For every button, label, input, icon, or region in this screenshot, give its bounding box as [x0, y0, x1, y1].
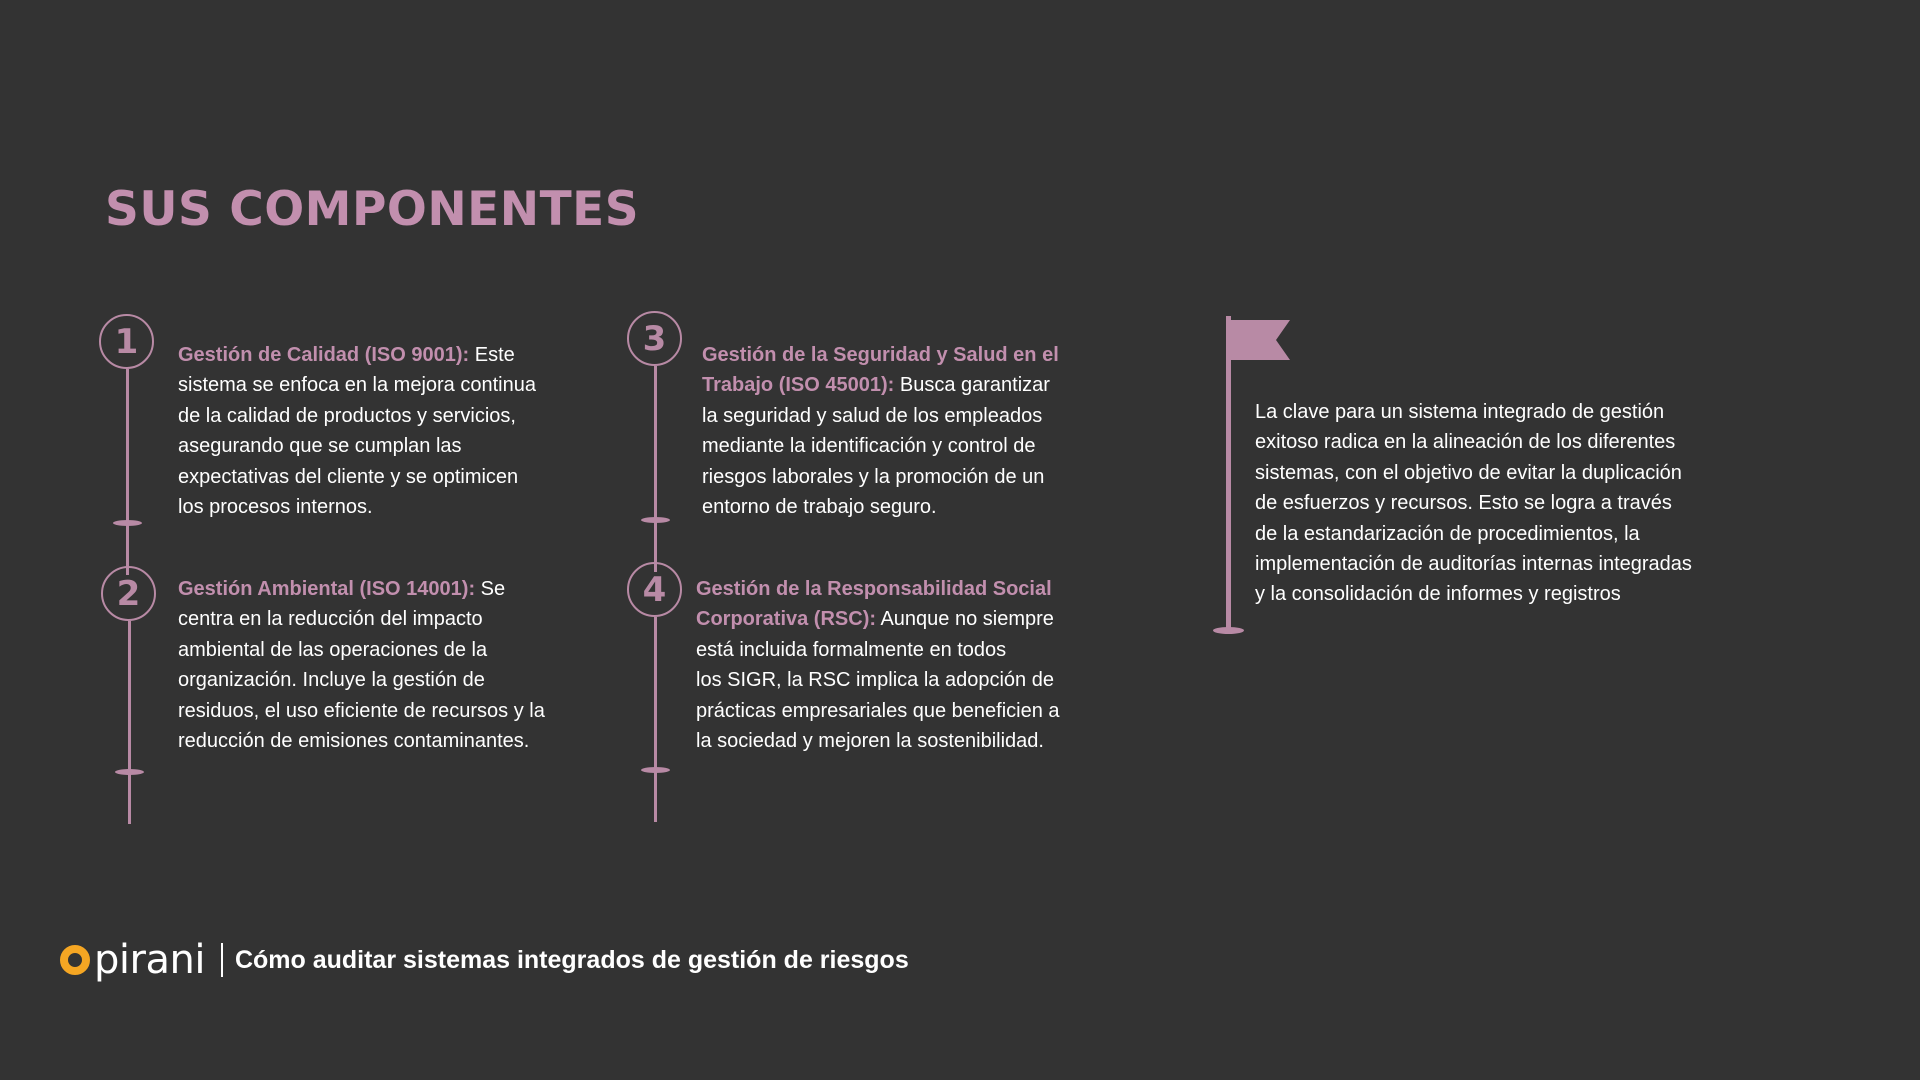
- component-3-line-4: riesgos laborales y la promoción de un: [702, 465, 1045, 488]
- pin-base: [113, 520, 142, 526]
- summary-line-3: sistemas, con el objetivo de evitar la duplicación: [1255, 461, 1682, 484]
- component-3-label-line-2: Trabajo (ISO 45001):: [702, 374, 895, 397]
- footer-caption: Cómo auditar sistemas integrados de gestión de riesgos: [234, 945, 909, 974]
- component-3-line-2: la seguridad y salud de los empleados: [702, 404, 1043, 427]
- logo-wordmark: pirani: [94, 937, 205, 983]
- pin-base: [115, 769, 144, 775]
- component-4-line-2: está incluida formalmente en todos: [696, 638, 1007, 661]
- summary-line-2: exitoso radica en la alineación de los diferentes: [1255, 431, 1676, 454]
- component-1-line-1: Este: [469, 344, 515, 366]
- summary-text: [1255, 397, 1692, 610]
- component-2-text: [178, 574, 545, 756]
- component-1-line-4: asegurando que se cumplan las: [178, 435, 462, 458]
- component-2-line-6: reducción de emisiones contaminantes.: [178, 730, 530, 753]
- component-1-line-2: sistema se enfoca en la mejora continua: [178, 374, 536, 397]
- slide-title: SUS COMPONENTES: [105, 182, 640, 237]
- component-1-text: [178, 340, 536, 522]
- component-4-label-line-2: Corporativa (RSC):: [696, 608, 877, 631]
- component-3-line-3: mediante la identificación y control de: [702, 435, 1036, 458]
- summary-line-6: implementación de auditorías internas integradas: [1255, 553, 1692, 576]
- component-4-line-3: los SIGR, la RSC implica la adopción de: [696, 669, 1054, 692]
- logo-circle-icon: [60, 945, 90, 975]
- component-3-label-line-1: Gestión de la Seguridad y Salud en el: [702, 344, 1059, 366]
- pin-stem: [654, 617, 657, 822]
- pin-base: [641, 767, 670, 773]
- component-4-text: [696, 574, 1060, 756]
- summary-line-4: de esfuerzos y recursos. Esto se logra a través: [1255, 492, 1672, 515]
- number-badge: 1: [99, 314, 154, 369]
- footer: [60, 935, 909, 985]
- component-2-line-1: Se: [475, 578, 506, 600]
- flag-base: [1213, 627, 1244, 634]
- component-3-line-5: entorno de trabajo seguro.: [702, 496, 937, 519]
- component-1-line-3: de la calidad de productos y servicios,: [178, 404, 516, 427]
- pin-stem: [126, 369, 129, 575]
- component-1-line-6: los procesos internos.: [178, 496, 373, 519]
- component-2-line-4: organización. Incluye la gestión de: [178, 669, 485, 692]
- component-3-line-1: Busca garantizar: [894, 374, 1050, 397]
- pin-stem: [128, 621, 131, 824]
- component-2-line-2: centra en la reducción del impacto: [178, 608, 483, 631]
- number-badge: 3: [627, 311, 682, 366]
- component-1-line-5: expectativas del cliente y se optimicen: [178, 465, 519, 488]
- number-badge: 4: [627, 562, 682, 617]
- component-4-line-5: la sociedad y mejoren la sostenibilidad.: [696, 730, 1044, 753]
- component-4-line-1: Aunque no siempre: [876, 608, 1054, 631]
- summary-line-1: La clave para un sistema integrado de gestión: [1255, 401, 1665, 423]
- component-1-label: Gestión de Calidad (ISO 9001):: [178, 344, 470, 366]
- component-4-label-line-1: Gestión de la Responsabilidad Social: [696, 578, 1052, 600]
- component-2-line-3: ambiental de las operaciones de la: [178, 638, 488, 661]
- pin-base: [641, 517, 670, 523]
- component-4-line-4: prácticas empresariales que beneficien a: [696, 699, 1060, 722]
- component-2-line-5: residuos, el uso eficiente de recursos y la: [178, 699, 545, 722]
- component-2-label: Gestión Ambiental (ISO 14001):: [178, 578, 476, 600]
- footer-divider: [221, 943, 223, 977]
- summary-line-7: y la consolidación de informes y registros: [1255, 583, 1621, 606]
- number-badge: 2: [101, 566, 156, 621]
- pin-stem: [654, 366, 657, 572]
- summary-line-5: de la estandarización de procedimientos, la: [1255, 522, 1640, 545]
- pirani-logo: [60, 937, 205, 983]
- flag-icon: [1226, 316, 1292, 364]
- component-3-text: [702, 340, 1059, 522]
